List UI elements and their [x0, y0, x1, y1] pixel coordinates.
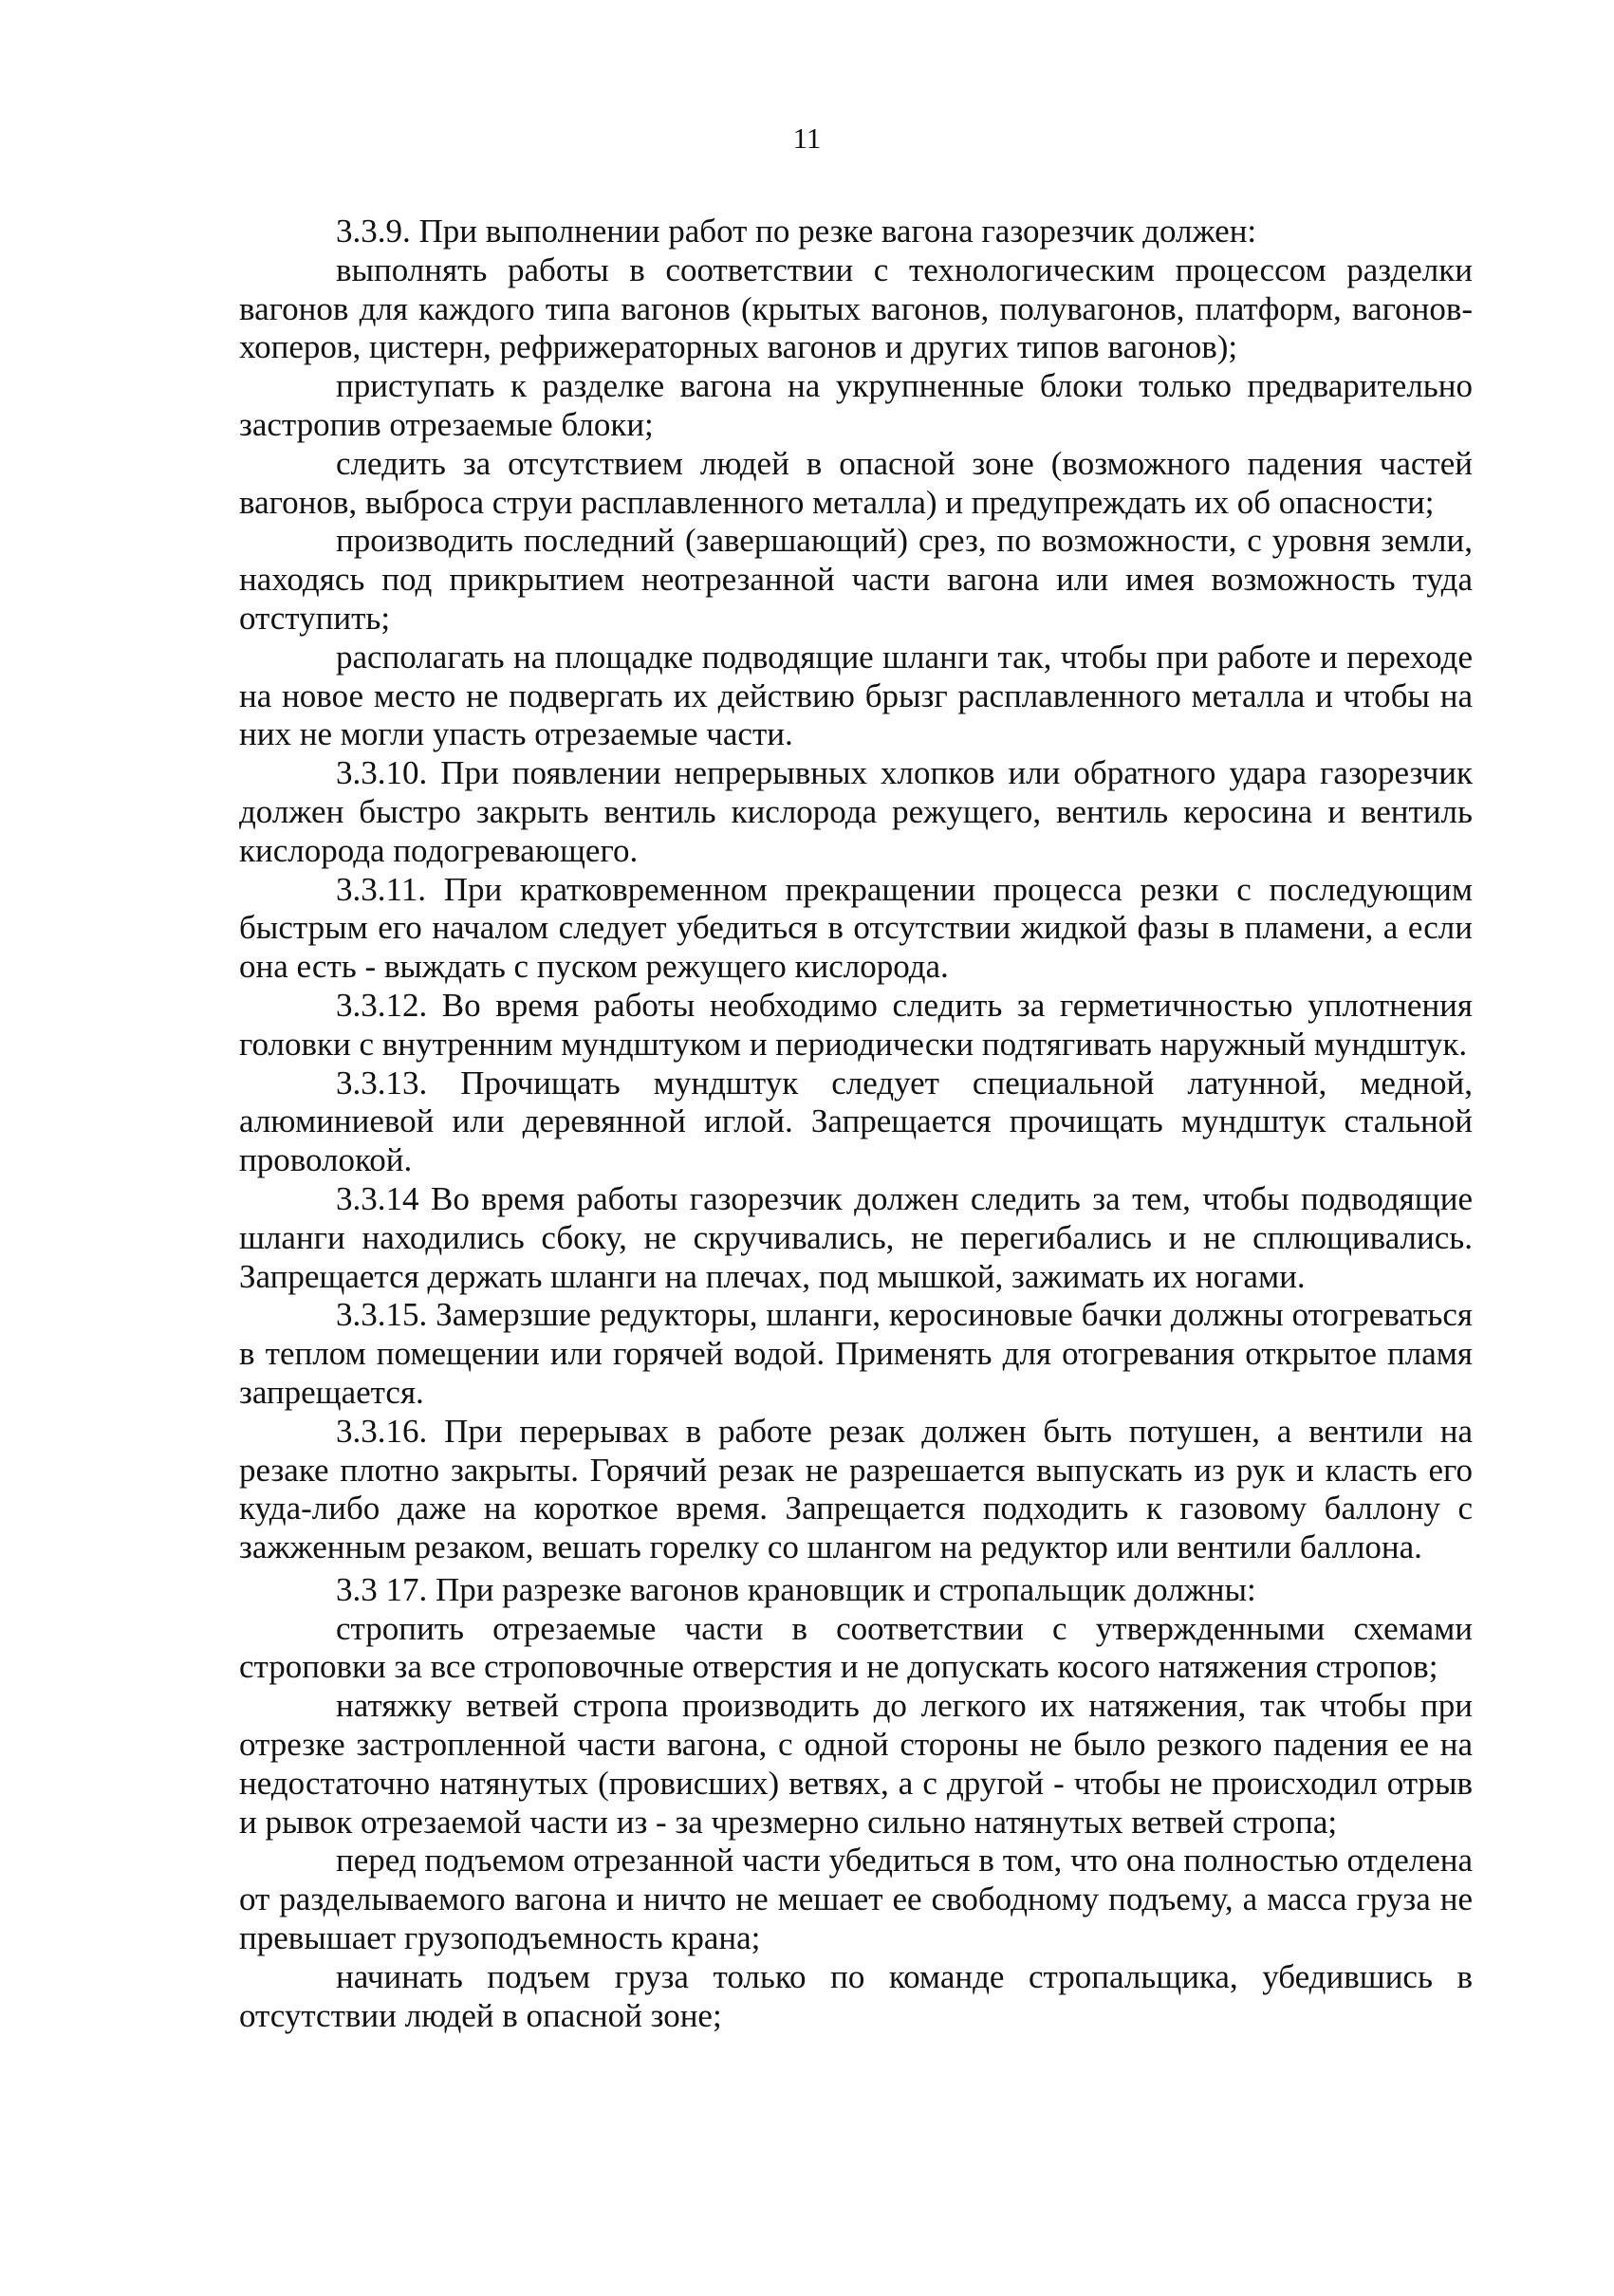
- paragraph-list-item: перед подъемом отрезанной части убедиться в том, что она полностью отделена от разделываемого вагона и ничто не мешает ее свободному подъему, а масса груза не превышает грузоподъемность крана;: [239, 1842, 1473, 1957]
- paragraph-3-3-17: 3.3 17. При разрезке вагонов крановщик и стропальщик должны:: [336, 1570, 1256, 1608]
- paragraph-3-3-14: 3.3.14 Во время работы газорезчик должен следить за тем, чтобы подводящие шланги находились сбоку, не скручивались, не перегибались и не сплющивались. Запрещается держать шланги на плечах, под мышкой, зажимать их ногами.: [239, 1179, 1473, 1295]
- paragraph-list-item: следить за отсутствием людей в опасной зоне (возможного падения частей вагонов, выброса струи расплавленного металла) и предупреждать их об опасности;: [239, 444, 1473, 521]
- paragraph-list-item: выполнять работы в соответствии с технологическим процессом разделки вагонов для каждого типа вагонов (крытых вагонов, полувагонов, платформ, вагонов-хоперов, цистерн, рефрижераторных вагонов и других типов вагонов);: [239, 250, 1473, 366]
- paragraph-3-3-15: 3.3.15. Замерзшие редукторы, шланги, керосиновые бачки должны отогреваться в теплом помещении или горячей водой. Применять для отогревания открытое пламя запрещается.: [239, 1296, 1473, 1411]
- paragraph-3-3-13: 3.3.13. Прочищать мундштук следует специальной латунной, медной, алюминиевой или деревянной иглой. Запрещается прочищать мундштук стальной проволокой.: [239, 1064, 1473, 1179]
- paragraph-list-item: производить последний (завершающий) срез, по возможности, с уровня земли, находясь под прикрытием неотрезанной части вагона или имея возможность туда отступить;: [239, 522, 1473, 637]
- paragraph-list-item: натяжку ветвей стропа производить до легкого их натяжения, так чтобы при отрезке застропленной части вагона, с одной стороны не было резкого падения ее на недостаточно натянутых (провисших) ветвях, а с другой - чтобы не происходил отрыв и рывок отрезаемой части из - за чрезмерно сильно натянутых ветвей стропа;: [239, 1687, 1473, 1841]
- paragraph-3-3-16: 3.3.16. При перерывах в работе резак должен быть потушен, а вентили на резаке плотно закрыты. Горячий резак не разрешается выпускать из рук и класть его куда-либо даже на короткое время. Запрещается подходить к газовому баллону с зажженным резаком, вешать горелку со шлангом на редуктор или вентили баллона.: [239, 1412, 1473, 1566]
- paragraph-3-3-9: 3.3.9. При выполнении работ по резке вагона газорезчик должен:: [336, 213, 1257, 250]
- page-number: 11: [792, 121, 822, 155]
- paragraph-3-3-10: 3.3.10. При появлении непрерывных хлопков или обратного удара газорезчик должен быстро закрыть вентиль кислорода режущего, вентиль керосина и вентиль кислорода подогревающего.: [239, 754, 1473, 869]
- paragraph-list-item: стропить отрезаемые части в соответствии с утвержденными схемами строповки за все строповочные отверстия и не допускать косого натяжения стропов;: [239, 1609, 1473, 1686]
- paragraph-3-3-12: 3.3.12. Во время работы необходимо следить за герметичностью уплотнения головки с внутренним мундштуком и периодически подтягивать наружный мундштук.: [239, 986, 1473, 1063]
- document-body: [239, 213, 1473, 2035]
- paragraph-list-item: начинать подъем груза только по команде стропальщика, убедившись в отсутствии людей в опасной зоне;: [239, 1957, 1473, 2034]
- paragraph-list-item: располагать на площадке подводящие шланги так, чтобы при работе и переходе на новое место не подвергать их действию брызг расплавленного металла и чтобы на них не могли упасть отрезаемые части.: [239, 638, 1473, 753]
- paragraph-list-item: приступать к разделке вагона на укрупненные блоки только предварительно застропив отрезаемые блоки;: [239, 367, 1473, 443]
- paragraph-3-3-11: 3.3.11. При кратковременном прекращении процесса резки с последующим быстрым его началом следует убедиться в отсутствии жидкой фазы в пламени, а если она есть - выждать с пуском режущего кислорода.: [239, 870, 1473, 986]
